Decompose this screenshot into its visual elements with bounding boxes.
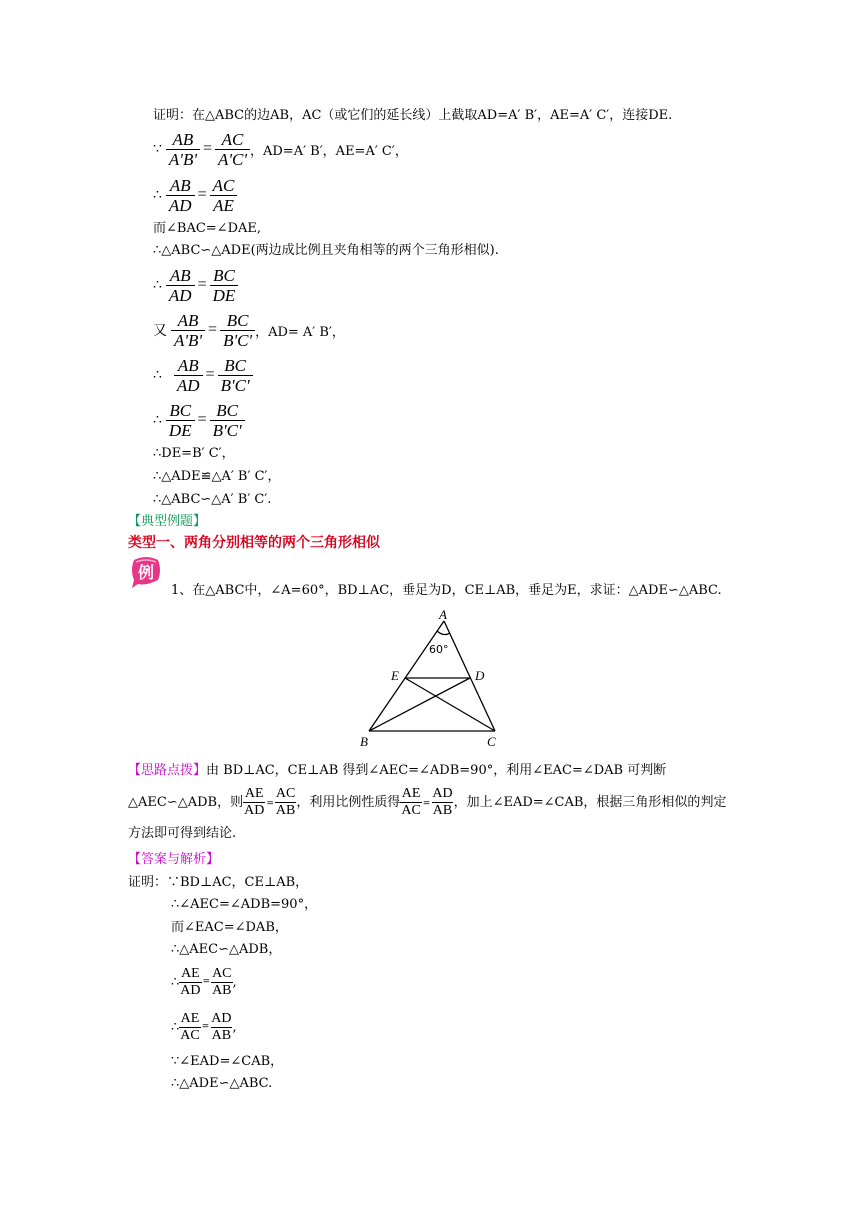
proof-step-6: 又 $\frac{AB}{A'B'}$ = $\frac{BC}{B'C'}$ ，AD= A′ B′， bbox=[153, 310, 345, 350]
answer-label: 【答案与解析】 bbox=[128, 852, 220, 867]
fraction: $\frac{BC}{DE}$ bbox=[210, 266, 239, 305]
fraction: $\frac{BC}{B'C'}$ bbox=[218, 356, 253, 395]
fraction: $\frac{AE}{AD}$ bbox=[180, 965, 201, 998]
example-text: 1、在△ABC中，∠A=60°，BD⊥AC，垂足为D，CE⊥AB，垂足为E，求证：△ADE∽△ABC. bbox=[171, 583, 722, 598]
label-c: C bbox=[487, 734, 496, 749]
example-badge-icon bbox=[130, 556, 162, 588]
proof-step-2: ∴ $\frac{AB}{AD}$ = $\frac{AC}{AE}$ bbox=[153, 173, 237, 217]
answer-line-4: ∴△AEC∽△ADB， bbox=[171, 942, 282, 957]
answer-line-8: ∴△ADE∽△ABC. bbox=[171, 1076, 273, 1091]
answer-line-3: 而∠EAC=∠DAB， bbox=[171, 920, 288, 935]
fraction: $\frac{AB}{A'B'}$ bbox=[166, 130, 200, 169]
fraction: $\frac{BC}{B'C'}$ bbox=[220, 311, 255, 350]
triangle-figure bbox=[355, 606, 505, 750]
proof-step-5: ∴ $\frac{AB}{AD}$ = $\frac{BC}{DE}$ bbox=[153, 263, 238, 307]
fraction: $\frac{AC}{AB}$ bbox=[212, 965, 232, 998]
because-symbol: ∵ bbox=[153, 141, 162, 157]
hint-paragraph: 【思路点拨】由 BD⊥AC，CE⊥AB 得到∠AEC=∠ADB=90°，利用∠EAC=∠DAB 可判断△AEC∽△ADB，则 $\frac{AE}{AD}$ = $\frac{AC}{AB}$ ，利用比例性质得 $\frac{AE}{AC}$ = $\frac{AD}{AB}$ ，加上∠EAD=∠CAB，根据三角形相似的判定方法即可得到结论. bbox=[128, 763, 727, 841]
angle-label: 60° bbox=[429, 643, 449, 656]
fraction: $\frac{AD}{AB}$ bbox=[432, 786, 453, 818]
answer-line-7: ∵∠EAD=∠CAB， bbox=[171, 1054, 284, 1069]
fraction: $\frac{AD}{AB}$ bbox=[211, 1010, 232, 1043]
proof-step-11: ∴△ABC∽△A′ B′ C′. bbox=[153, 492, 272, 507]
label-d: D bbox=[475, 668, 485, 683]
angle-arc bbox=[437, 631, 450, 635]
answer-line-1: 证明：∵BD⊥AC，CE⊥AB， bbox=[128, 875, 309, 890]
answer-line-6: ∴ $\frac{AE}{AC}$ = $\frac{AD}{AB}$ , bbox=[171, 1010, 237, 1043]
answer-line-5: ∴ $\frac{AE}{AD}$ = $\frac{AC}{AB}$ , bbox=[171, 965, 237, 998]
label-e: E bbox=[391, 668, 399, 683]
proof-header: 证明：在△ABC的边AB，AC（或它们的延长线）上截取AD=A′ B′，AE=A′ C′，连接DE. bbox=[153, 108, 673, 123]
type-title: 类型一、两角分别相等的两个三角形相似 bbox=[128, 535, 380, 551]
proof-step-1: ∵ $\frac{AB}{A'B'}$ = $\frac{AC}{A'C'}$ ，AD=A′ B′，AE=A′ C′， bbox=[153, 129, 408, 169]
fraction: $\frac{AE}{AD}$ bbox=[244, 786, 265, 818]
side-ab bbox=[369, 621, 444, 731]
proof-step-4: ∴△ABC∽△ADE(两边成比例且夹角相等的两个三角形相似). bbox=[153, 243, 499, 258]
proof-step-8: ∴ $\frac{BC}{DE}$ = $\frac{BC}{B'C'}$ bbox=[153, 398, 245, 442]
label-a: A bbox=[439, 607, 447, 622]
hint-label: 【思路点拨】 bbox=[128, 763, 207, 778]
fraction: $\frac{AB}{A'B'}$ bbox=[171, 311, 205, 350]
step-suffix: ，AD=A′ B′，AE=A′ C′， bbox=[250, 143, 408, 159]
proof-step-7: ∴ $\frac{AB}{AD}$ = $\frac{BC}{B'C'}$ bbox=[153, 353, 253, 397]
proof-step-10: ∴△ADE≌△A′ B′ C′， bbox=[153, 469, 281, 484]
proof-step-3: 而∠BAC=∠DAE, bbox=[153, 221, 261, 236]
answer-line-2: ∴∠AEC=∠ADB=90°， bbox=[171, 897, 318, 912]
fraction: $\frac{BC}{DE}$ bbox=[166, 401, 195, 440]
section-title: 【典型例题】 bbox=[128, 514, 207, 529]
fraction: $\frac{AC}{AE}$ bbox=[210, 176, 238, 215]
fraction: $\frac{AC}{AB}$ bbox=[275, 786, 296, 818]
svg-text:例: 例 bbox=[137, 563, 155, 582]
fraction: $\frac{AB}{AD}$ bbox=[174, 356, 203, 395]
fraction: $\frac{AB}{AD}$ bbox=[166, 176, 195, 215]
fraction: $\frac{BC}{B'C'}$ bbox=[210, 401, 245, 440]
label-b: B bbox=[360, 734, 368, 749]
fraction: $\frac{AE}{AC}$ bbox=[401, 786, 421, 818]
proof-step-9: ∴DE=B′ C′， bbox=[153, 446, 235, 461]
fraction: $\frac{AE}{AC}$ bbox=[180, 1010, 200, 1043]
fraction: $\frac{AB}{AD}$ bbox=[166, 266, 195, 305]
side-ac bbox=[444, 621, 495, 731]
fraction: $\frac{AC}{A'C'}$ bbox=[215, 130, 250, 169]
